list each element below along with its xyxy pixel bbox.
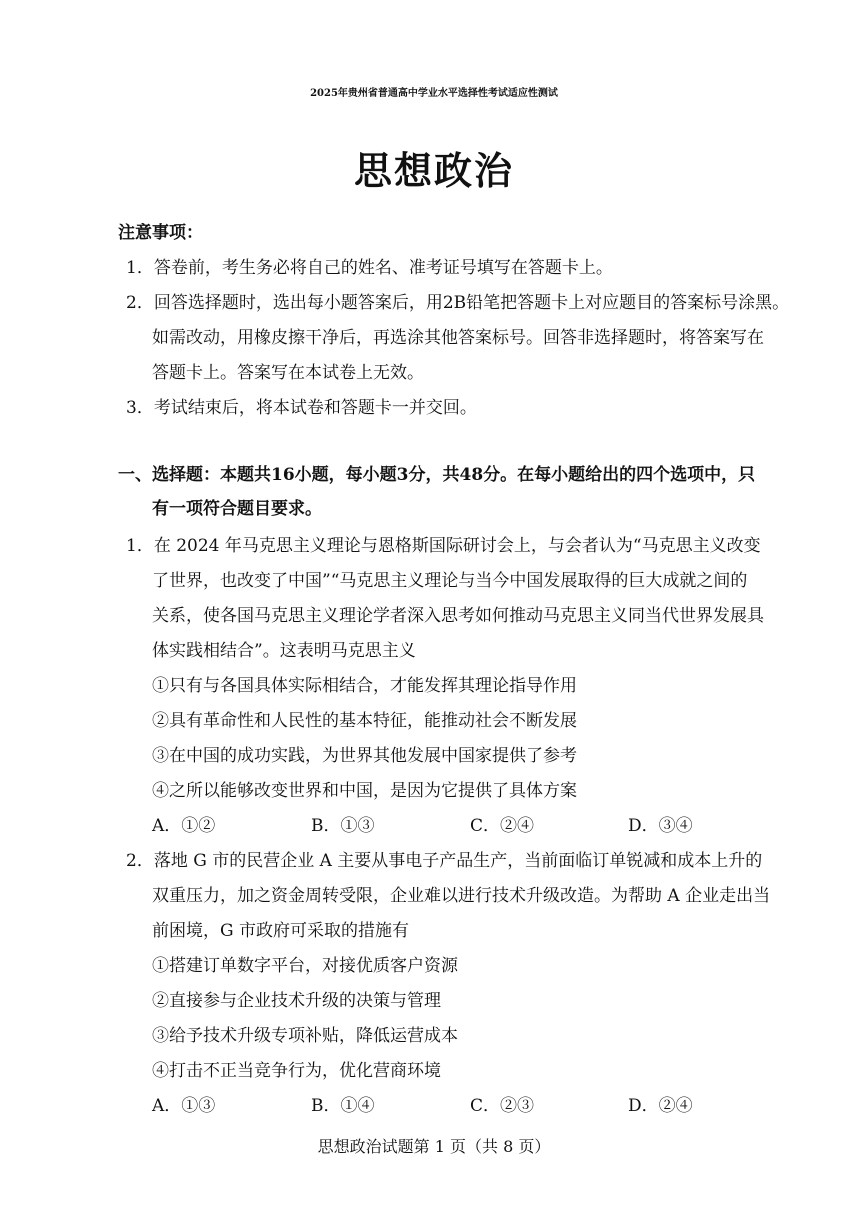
q2-stem-line: 双重压力，加之资金周转受限，企业难以进行技术升级改造。为帮助 A 企业走出当: [152, 886, 771, 906]
subject-title: 思想政治: [353, 149, 514, 193]
q2-statement: ④打击不正当竞争行为，优化营商环境: [152, 1061, 441, 1081]
page-footer: 思想政治试题第 1 页（共 8 页）: [317, 1137, 551, 1156]
q2-stem-line: 2．落地 G 市的民营企业 A 主要从事电子产品生产，当前面临订单锐减和成本上升的: [126, 851, 763, 871]
notice-item-2-cont2: 答题卡上。答案写在本试卷上无效。: [152, 363, 424, 383]
q1-option-d: D．③④: [628, 816, 693, 836]
q1-statement: ③在中国的成功实践，为世界其他发展中国家提供了参考: [152, 746, 577, 766]
q2-stem-line: 前困境，G 市政府可采取的措施有: [152, 921, 409, 941]
q1-statement: ②具有革命性和人民性的基本特征，能推动社会不断发展: [152, 711, 577, 731]
q1-stem-line: 体实践相结合”。这表明马克思主义: [152, 641, 416, 661]
notice-heading: 注意事项：: [118, 223, 203, 243]
q1-statement: ①只有与各国具体实际相结合，才能发挥其理论指导作用: [152, 676, 577, 696]
notice-item-2: 2．回答选择题时，选出每小题答案后，用2B铅笔把答题卡上对应题目的答案标号涂黑。: [126, 293, 790, 313]
q1-stem-line: 了世界，也改变了中国”“马克思主义理论与当今中国发展取得的巨大成就之间的: [152, 571, 748, 591]
q2-statement: ③给予技术升级专项补贴，降低运营成本: [152, 1026, 458, 1046]
section-heading-cont: 有一项符合题目要求。: [152, 499, 322, 519]
q1-option-b: B．①③: [311, 816, 375, 836]
q2-statement: ①搭建订单数字平台，对接优质客户资源: [152, 956, 458, 976]
q1-options: [0, 814, 868, 838]
notice-item-3: 3．考试结束后，将本试卷和答题卡一并交回。: [126, 398, 477, 418]
q1-stem-line: 1．在 2024 年马克思主义理论与恩格斯国际研讨会上，与会者认为“马克思主义改变: [126, 536, 761, 556]
q1-option-c: C．②④: [470, 816, 535, 836]
q2-option-a: A．①③: [152, 1096, 216, 1116]
q2-option-c: C．②③: [470, 1096, 535, 1116]
q2-options: [0, 1094, 868, 1118]
q1-option-a: A．①②: [152, 816, 216, 836]
q1-stem-line: 关系，使各国马克思主义理论学者深入思考如何推动马克思主义同当代世界发展具: [152, 606, 764, 626]
notice-item-1: 1．答卷前，考生务必将自己的姓名、准考证号填写在答题卡上。: [126, 258, 613, 278]
q2-option-d: D．②④: [628, 1096, 693, 1116]
section-heading: 一、选择题：本题共16小题，每小题3分，共48分。在每小题给出的四个选项中，只: [118, 465, 756, 485]
exam-title: 2025年贵州省普通高中学业水平选择性考试适应性测试: [310, 88, 558, 99]
notice-item-2-cont: 如需改动，用橡皮擦干净后，再选涂其他答案标号。回答非选择题时，将答案写在: [152, 328, 764, 348]
q2-statement: ②直接参与企业技术升级的决策与管理: [152, 991, 441, 1011]
q1-statement: ④之所以能够改变世界和中国，是因为它提供了具体方案: [152, 781, 577, 801]
q2-option-b: B．①④: [311, 1096, 375, 1116]
